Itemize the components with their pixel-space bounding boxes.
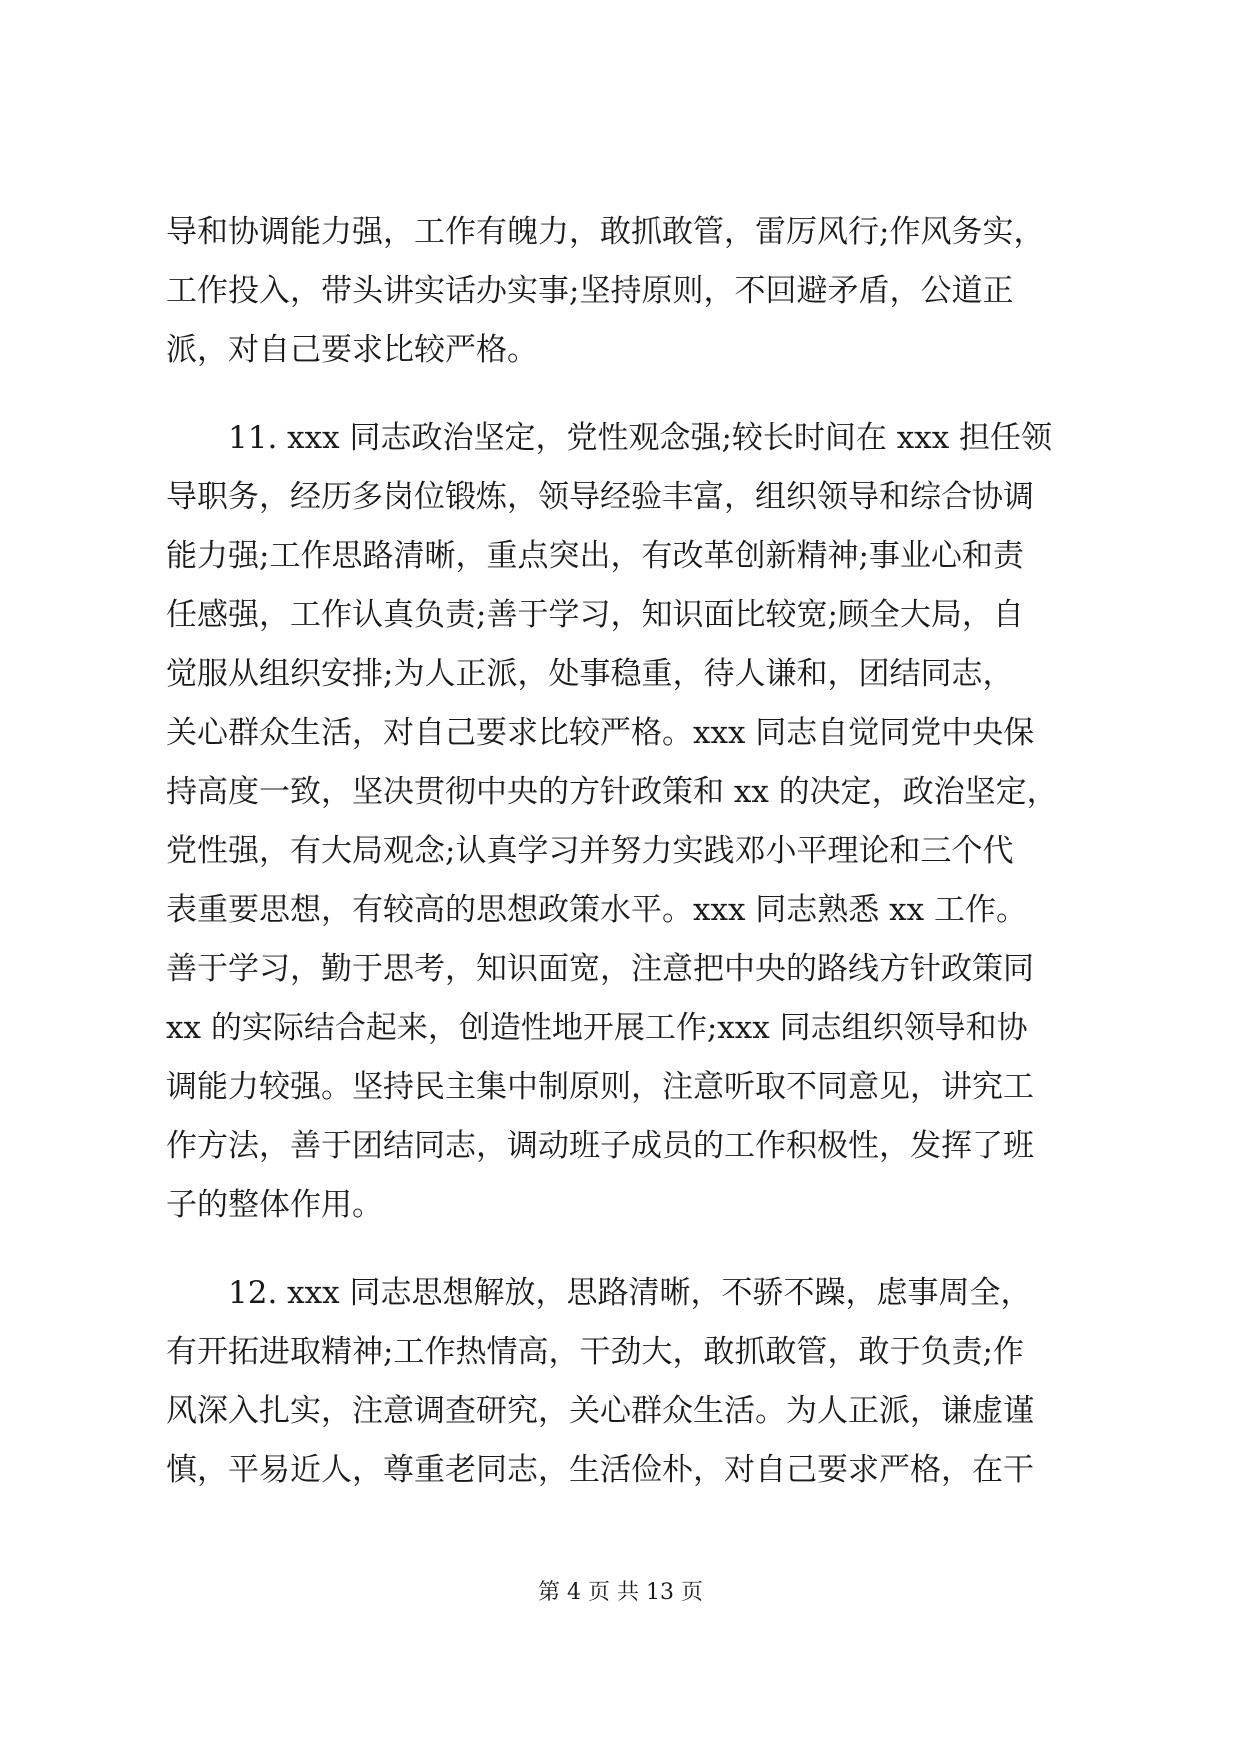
text-line: 作方法，善于团结同志，调动班子成员的工作积极性，发挥了班: [166, 1128, 1034, 1164]
text-line: 导职务，经历多岗位锻炼，领导经验丰富，组织领导和综合协调: [166, 479, 1034, 515]
text-line: 觉服从组织安排;为人正派，处事稳重，待人谦和，团结同志，: [166, 656, 1014, 692]
text-line: 工作投入，带头讲实话办实事;坚持原则，不回避矛盾，公道正: [166, 273, 1014, 309]
paragraph-12-start: 12. xxx 同志思想解放，思路清晰，不骄不躁，虑事周全，: [228, 1275, 1032, 1311]
text-line: 关心群众生活，对自己要求比较严格。xxx 同志自觉同党中央保: [166, 715, 1035, 751]
text-line: 调能力较强。坚持民主集中制原则，注意听取不同意见，讲究工: [166, 1069, 1034, 1105]
paragraph-11-start: 11. xxx 同志政治坚定，党性观念强;较长时间在 xxx 担任领: [228, 420, 1053, 456]
text-line: 任感强，工作认真负责;善于学习，知识面比较宽;顾全大局，自: [166, 597, 1024, 633]
text-line: 有开拓进取精神;工作热情高，干劲大，敢抓敢管，敢于负责;作: [166, 1334, 1024, 1370]
text-line: 党性强，有大局观念;认真学习并努力实践邓小平理论和三个代: [166, 833, 1014, 869]
text-line: 慎，平易近人，尊重老同志，生活俭朴，对自己要求严格，在干: [166, 1452, 1034, 1488]
text-line: 善于学习，勤于思考，知识面宽，注意把中央的路线方针政策同: [166, 951, 1034, 987]
text-line: 风深入扎实，注意调查研究，关心群众生活。为人正派，谦虚谨: [166, 1393, 1034, 1429]
text-line: xx 的实际结合起来，创造性地开展工作;xxx 同志组织领导和协: [166, 1010, 1028, 1046]
text-line: 持高度一致，坚决贯彻中央的方针政策和 xx 的决定，政治坚定，: [166, 774, 1058, 810]
text-line: 派，对自己要求比较严格。: [166, 332, 538, 368]
text-line: 能力强;工作思路清晰，重点突出，有改革创新精神;事业心和责: [166, 538, 1024, 574]
page-number-footer: 第 4 页 共 13 页: [538, 1580, 703, 1605]
text-line: 表重要思想，有较高的思想政策水平。xxx 同志熟悉 xx 工作。: [166, 892, 1027, 928]
text-line: 子的整体作用。: [166, 1187, 383, 1223]
text-line: 导和协调能力强，工作有魄力，敢抓敢管，雷厉风行;作风务实，: [166, 214, 1045, 250]
